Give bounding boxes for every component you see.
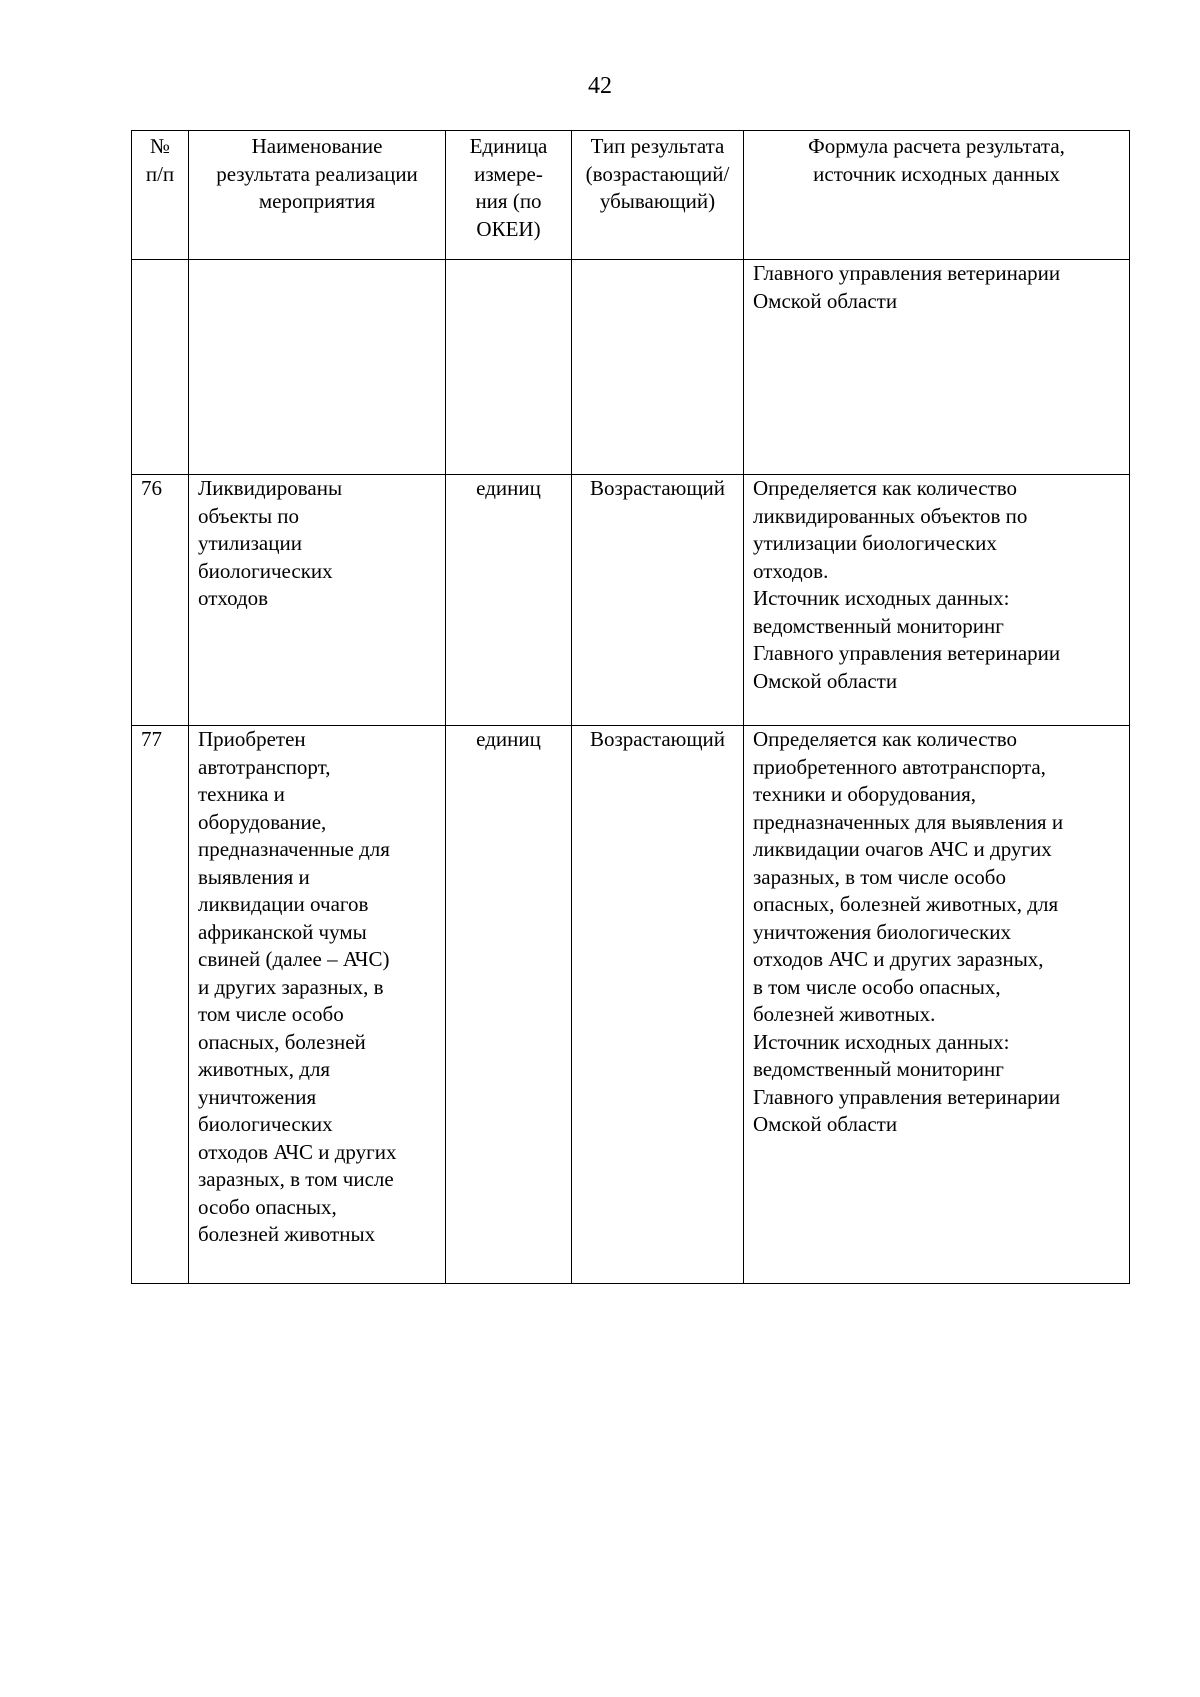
cell-num: 76 <box>132 475 189 726</box>
cell-formula: Определяется как количество приобретенного автотранспорта, техники и оборудования, предназначенных для выявления и ликвидации очагов АЧС и других заразных, в том числе особо опасных, болезней животных, для уничтожения биологических отходов АЧС и других заразных, в том числе особо опасных, болезней животных. Источник исходных данных: ведомственный мониторинг Главного управления ветеринарии Омской области <box>744 726 1130 1284</box>
table-row <box>132 475 1130 726</box>
table-row <box>132 260 1130 475</box>
page-number: 42 <box>588 73 612 99</box>
cell-name: Ликвидированы объекты по утилизации биологических отходов <box>189 475 446 726</box>
cell-unit: единиц <box>446 475 572 726</box>
cell-type: Возрастающий <box>572 726 744 1284</box>
cell-type: Возрастающий <box>572 475 744 726</box>
header-type: Тип результата (возрастающий/ убывающий) <box>572 131 744 260</box>
cell-formula: Определяется как количество ликвидированных объектов по утилизации биологических отходов. Источник исходных данных: ведомственный мониторинг Главного управления ветеринарии Омской области <box>744 475 1130 726</box>
results-table <box>131 130 1130 1284</box>
cell-unit <box>446 260 572 475</box>
cell-formula: Главного управления ветеринарии Омской области <box>744 260 1130 475</box>
cell-num <box>132 260 189 475</box>
cell-type <box>572 260 744 475</box>
cell-name <box>189 260 446 475</box>
header-formula: Формула расчета результата, источник исходных данных <box>744 131 1130 260</box>
cell-unit: единиц <box>446 726 572 1284</box>
header-unit: Единица измере- ния (по ОКЕИ) <box>446 131 572 260</box>
table-row <box>132 726 1130 1284</box>
cell-name: Приобретен автотранспорт, техника и оборудование, предназначенные для выявления и ликвидации очагов африканской чумы свиней (далее – АЧС) и других заразных, в том числе особо опасных, болезней животных, для уничтожения биологических отходов АЧС и других заразных, в том числе особо опасных, болезней животных <box>189 726 446 1284</box>
table-header-row <box>132 131 1130 260</box>
cell-num: 77 <box>132 726 189 1284</box>
header-num: № п/п <box>132 131 189 260</box>
header-name: Наименование результата реализации мероприятия <box>189 131 446 260</box>
